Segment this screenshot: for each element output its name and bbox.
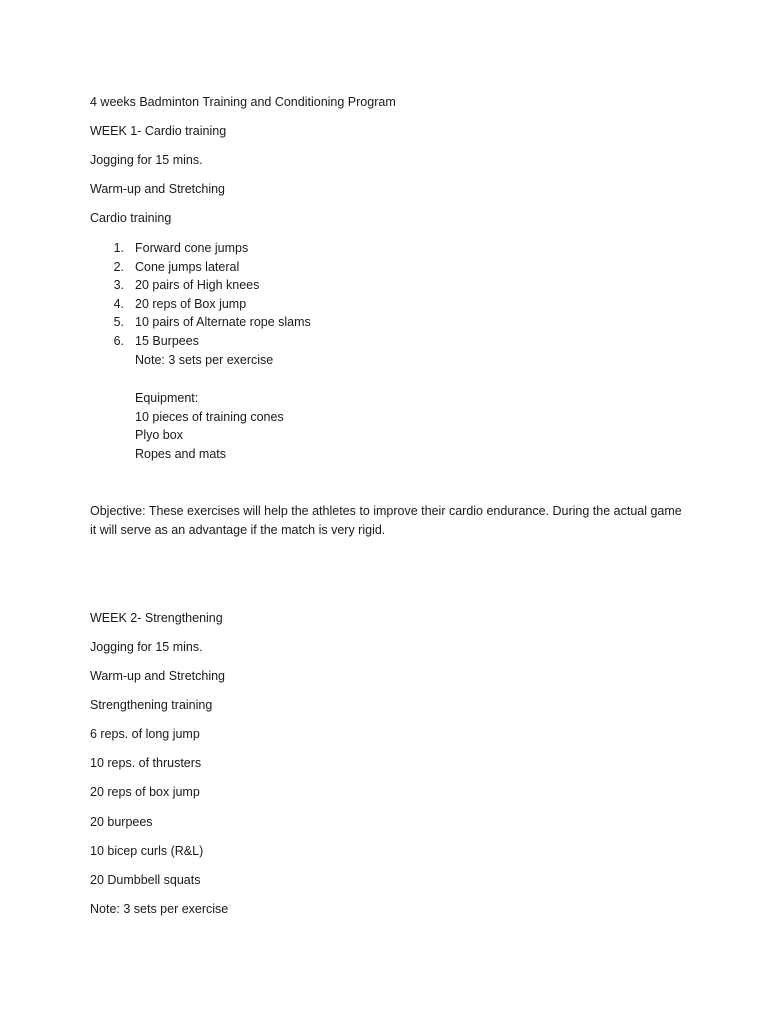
- week2-line: 20 Dumbbell squats: [90, 873, 201, 887]
- list-text: Forward cone jumps: [135, 241, 249, 255]
- document-title: 4 weeks Badminton Training and Conditioning Program: [90, 95, 396, 109]
- week1-heading: WEEK 1- Cardio training: [90, 124, 227, 138]
- week2-line: 6 reps. of long jump: [90, 727, 200, 741]
- week2-line: Warm-up and Stretching: [90, 669, 226, 683]
- list-text: 20 pairs of High knees: [135, 278, 260, 292]
- list-number: 4.: [113, 297, 124, 311]
- list-number: 2.: [113, 260, 124, 274]
- week1-jogging: Jogging for 15 mins.: [90, 153, 203, 167]
- week1-cardio-label: Cardio training: [90, 211, 172, 225]
- week2-note: Note: 3 sets per exercise: [90, 902, 229, 916]
- week2-line: Strengthening training: [90, 698, 213, 712]
- week1-note: Note: 3 sets per exercise: [135, 353, 274, 367]
- week2-line: 20 burpees: [90, 815, 153, 829]
- list-number: 6.: [113, 334, 124, 348]
- list-text: Cone jumps lateral: [135, 260, 240, 274]
- list-number: 3.: [113, 278, 124, 292]
- week2-line: 10 bicep curls (R&L): [90, 844, 204, 858]
- week2-line: 20 reps of box jump: [90, 785, 200, 799]
- list-number: 1.: [113, 241, 124, 255]
- week2-line: Jogging for 15 mins.: [90, 640, 203, 654]
- equipment-label: Equipment:: [135, 391, 199, 405]
- week1-objective: Objective: These exercises will help the athletes to improve their cardio endurance. During the actual game it will serve as an advantage if the match is very rigid.: [90, 504, 682, 537]
- list-text: 10 pairs of Alternate rope slams: [135, 315, 311, 329]
- list-number: 5.: [113, 315, 124, 329]
- equipment-item: Plyo box: [135, 428, 183, 442]
- week1-warmup: Warm-up and Stretching: [90, 182, 226, 196]
- equipment-item: Ropes and mats: [135, 447, 227, 461]
- equipment-item: 10 pieces of training cones: [135, 410, 284, 424]
- list-text: 15 Burpees: [135, 334, 199, 348]
- list-text: 20 reps of Box jump: [135, 297, 247, 311]
- week2-line: 10 reps. of thrusters: [90, 756, 202, 770]
- week2-heading: WEEK 2- Strengthening: [90, 611, 223, 625]
